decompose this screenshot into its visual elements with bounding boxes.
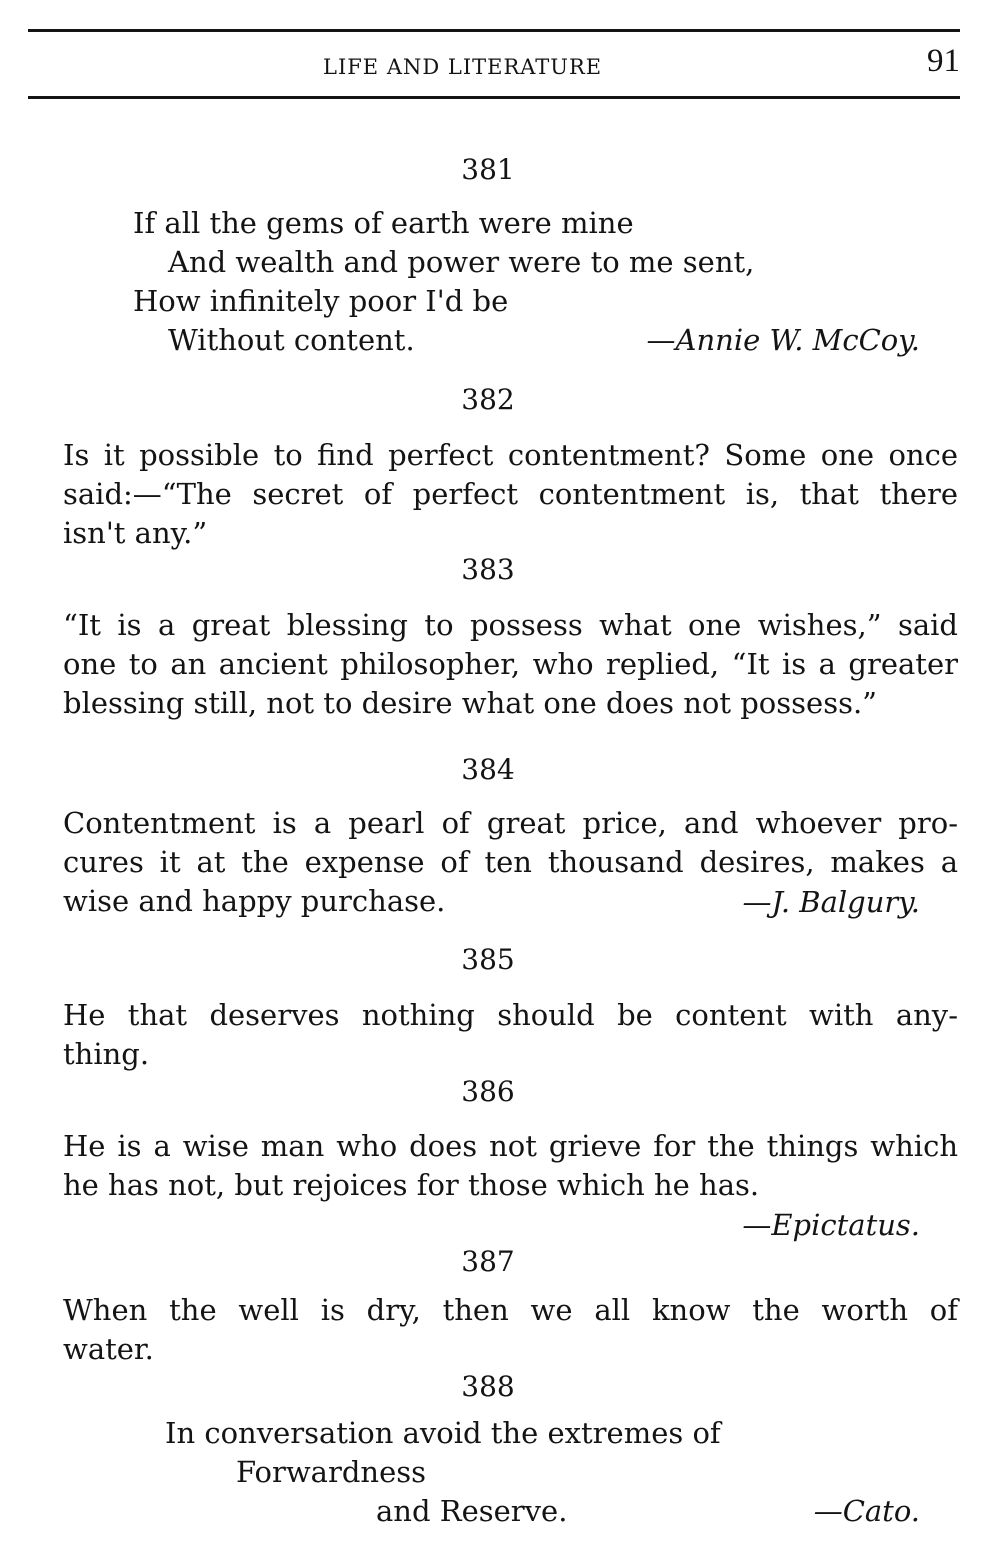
paragraph-line: wise and happy purchase.	[63, 884, 446, 918]
header-rule	[28, 96, 960, 99]
entry-number-385: 385	[461, 943, 515, 976]
entry-number-387: 387	[461, 1245, 515, 1278]
page-number: 91	[927, 43, 960, 79]
paragraph-line: Is it possible to find perfect contentment? Some one once	[63, 438, 958, 472]
verse-line: If all the gems of earth were mine	[133, 206, 634, 240]
paragraph-line: “It is a great blessing to possess what one wishes,” said	[63, 608, 958, 642]
paragraph-line: Contentment is a pearl of great price, and whoever pro-	[63, 806, 958, 840]
entry-number-388: 388	[461, 1370, 515, 1403]
running-title: LIFE AND LITERATURE	[323, 55, 603, 79]
paragraph-line: said:—“The secret of perfect contentment is, that there	[63, 477, 958, 511]
paragraph-line: blessing still, not to desire what one does not possess.”	[63, 686, 877, 720]
verse-line: Without content.	[168, 323, 415, 357]
entry-number-383: 383	[461, 553, 515, 586]
paragraph-line: He is a wise man who does not grieve for the things which	[63, 1129, 958, 1163]
paragraph-line: he has not, but rejoices for those which he has.	[63, 1168, 760, 1202]
paragraph-line: He that deserves nothing should be content with any-	[63, 998, 958, 1032]
paragraph	[28, 436, 958, 553]
attribution: —Epictatus.	[742, 1208, 920, 1242]
entry-number-386: 386	[461, 1075, 515, 1108]
paragraph	[28, 1127, 958, 1205]
entry-number-384: 384	[461, 753, 515, 786]
verse-line: and Reserve.	[376, 1494, 568, 1528]
verse-line: Forwardness	[236, 1455, 427, 1489]
paragraph	[28, 606, 958, 723]
paragraph	[28, 996, 958, 1074]
verse-line: How infinitely poor I'd be	[133, 284, 509, 318]
entry-number-381: 381	[461, 153, 515, 186]
paragraph-line: thing.	[63, 1037, 150, 1071]
paragraph-line: isn't any.”	[63, 516, 208, 550]
paragraph-line: one to an ancient philosopher, who replied, “It is a greater	[63, 647, 958, 681]
paragraph-line: cures it at the expense of ten thousand desires, makes a	[63, 845, 958, 879]
attribution: —Cato.	[813, 1494, 920, 1528]
paragraph-line: water.	[63, 1332, 154, 1366]
verse-line: In conversation avoid the extremes of	[165, 1416, 721, 1450]
attribution: —Annie W. McCoy.	[646, 323, 920, 357]
entry-number-382: 382	[461, 383, 515, 416]
attribution: —J. Balgury.	[742, 885, 920, 919]
top-rule	[28, 29, 960, 32]
paragraph-line: When the well is dry, then we all know the worth of	[63, 1293, 958, 1327]
verse-line: And wealth and power were to me sent,	[168, 245, 755, 279]
paragraph	[28, 1291, 958, 1369]
